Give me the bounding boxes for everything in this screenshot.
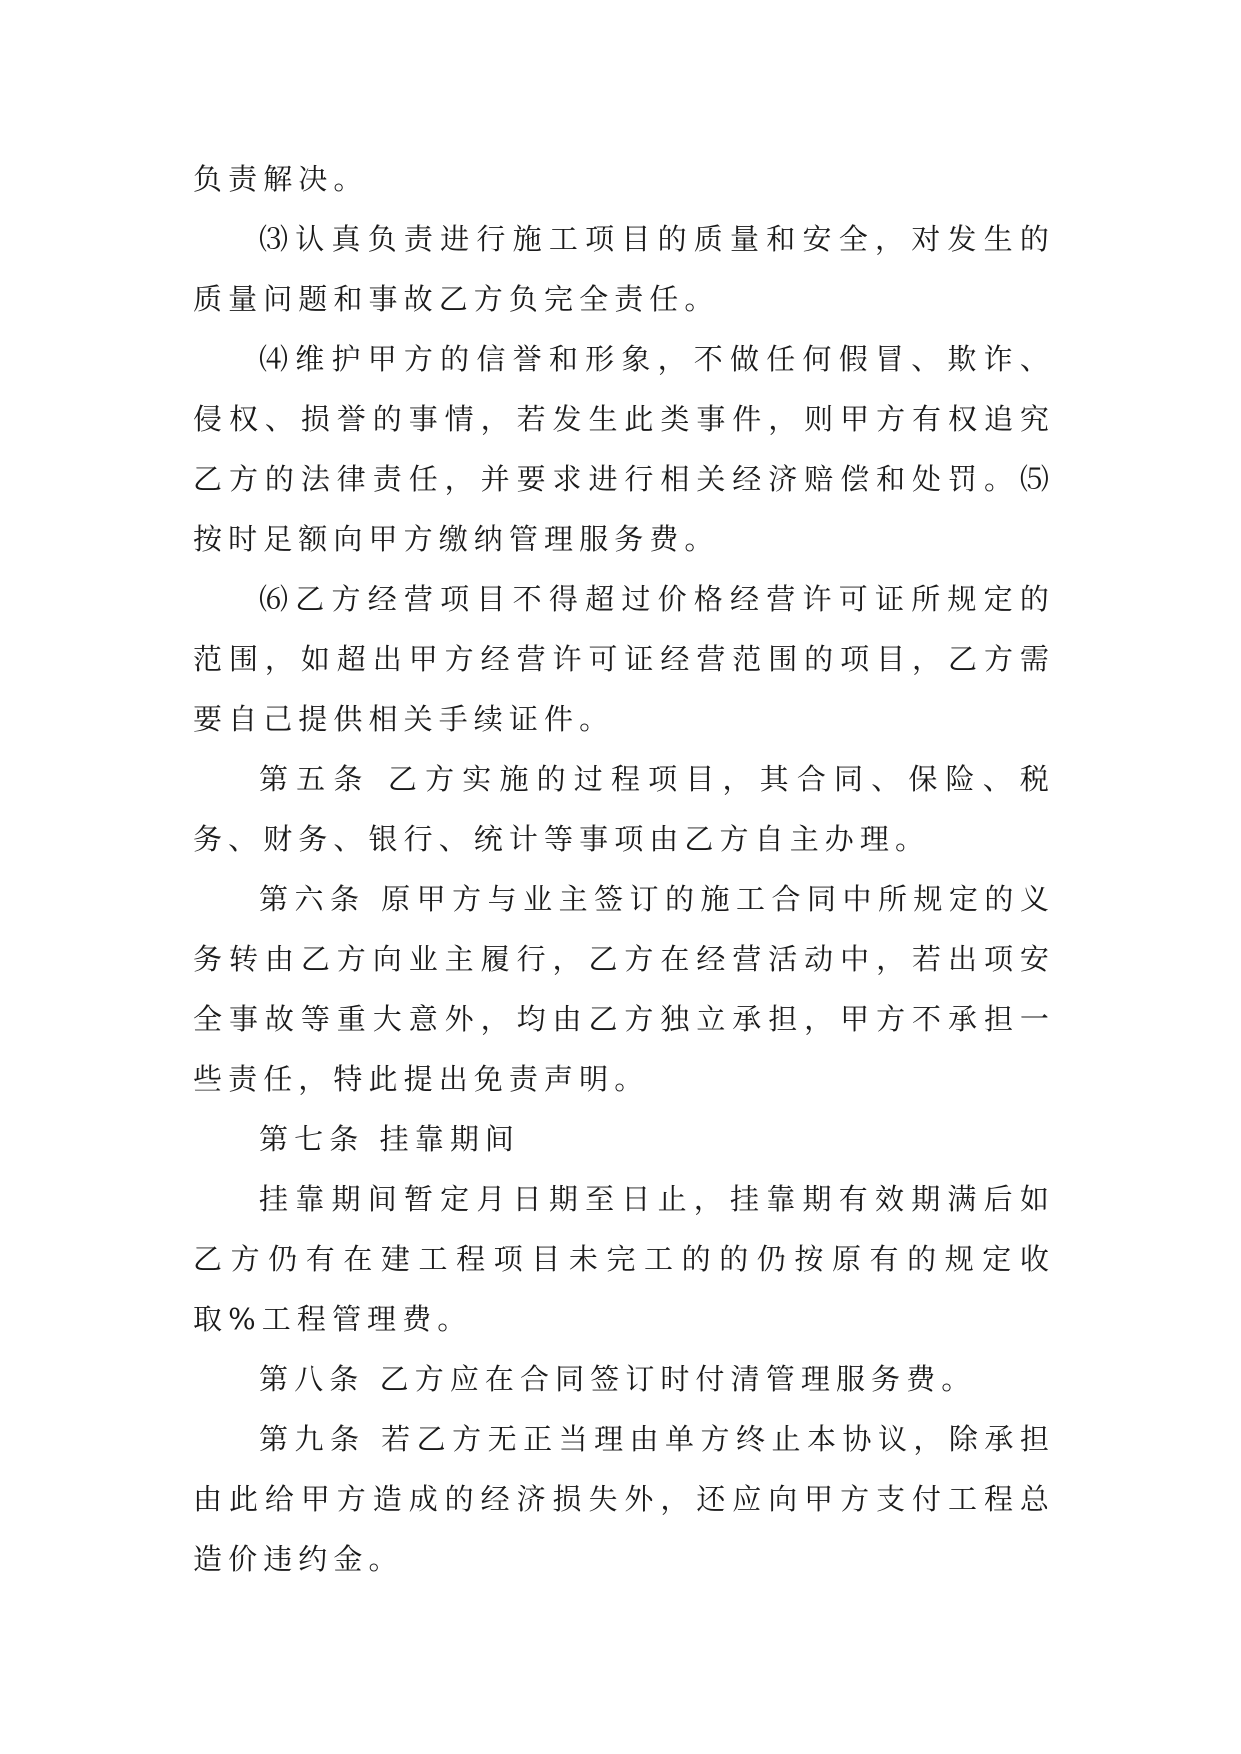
paragraph: 第六条 原甲方与业主签订的施工合同中所规定的义务转由乙方向业主履行，乙方在经营活动中，若出项安全事故等重大意外，均由乙方独立承担，甲方不承担一些责任，特此提出免责声明。 [193,882,1055,1096]
paragraph: 挂靠期间暂定月日期至日止，挂靠期有效期满后如乙方仍有在建工程项目未完工的的仍按原有的规定收取%工程管理费。 [193,1182,1055,1336]
paragraph: 第七条 挂靠期间 [259,1122,521,1156]
document-body [193,149,1055,1589]
paragraph: 第八条 乙方应在合同签订时付清管理服务费。 [259,1362,977,1396]
paragraph: 第五条 乙方实施的过程项目，其合同、保险、税务、财务、银行、统计等事项由乙方自主办理。 [193,762,1055,856]
paragraph: ⑹乙方经营项目不得超过价格经营许可证所规定的范围，如超出甲方经营许可证经营范围的项目，乙方需要自己提供相关手续证件。 [193,582,1055,736]
paragraph: ⑶认真负责进行施工项目的质量和安全，对发生的质量问题和事故乙方负完全责任。 [193,222,1055,316]
paragraph: ⑷维护甲方的信誉和形象，不做任何假冒、欺诈、侵权、损誉的事情，若发生此类事件，则甲方有权追究乙方的法律责任，并要求进行相关经济赔偿和处罚。⑸按时足额向甲方缴纳管理服务费。 [193,342,1055,556]
paragraph: 第九条 若乙方无正当理由单方终止本协议，除承担由此给甲方造成的经济损失外，还应向甲方支付工程总造价违约金。 [193,1422,1055,1576]
paragraph: 负责解决。 [193,162,369,196]
